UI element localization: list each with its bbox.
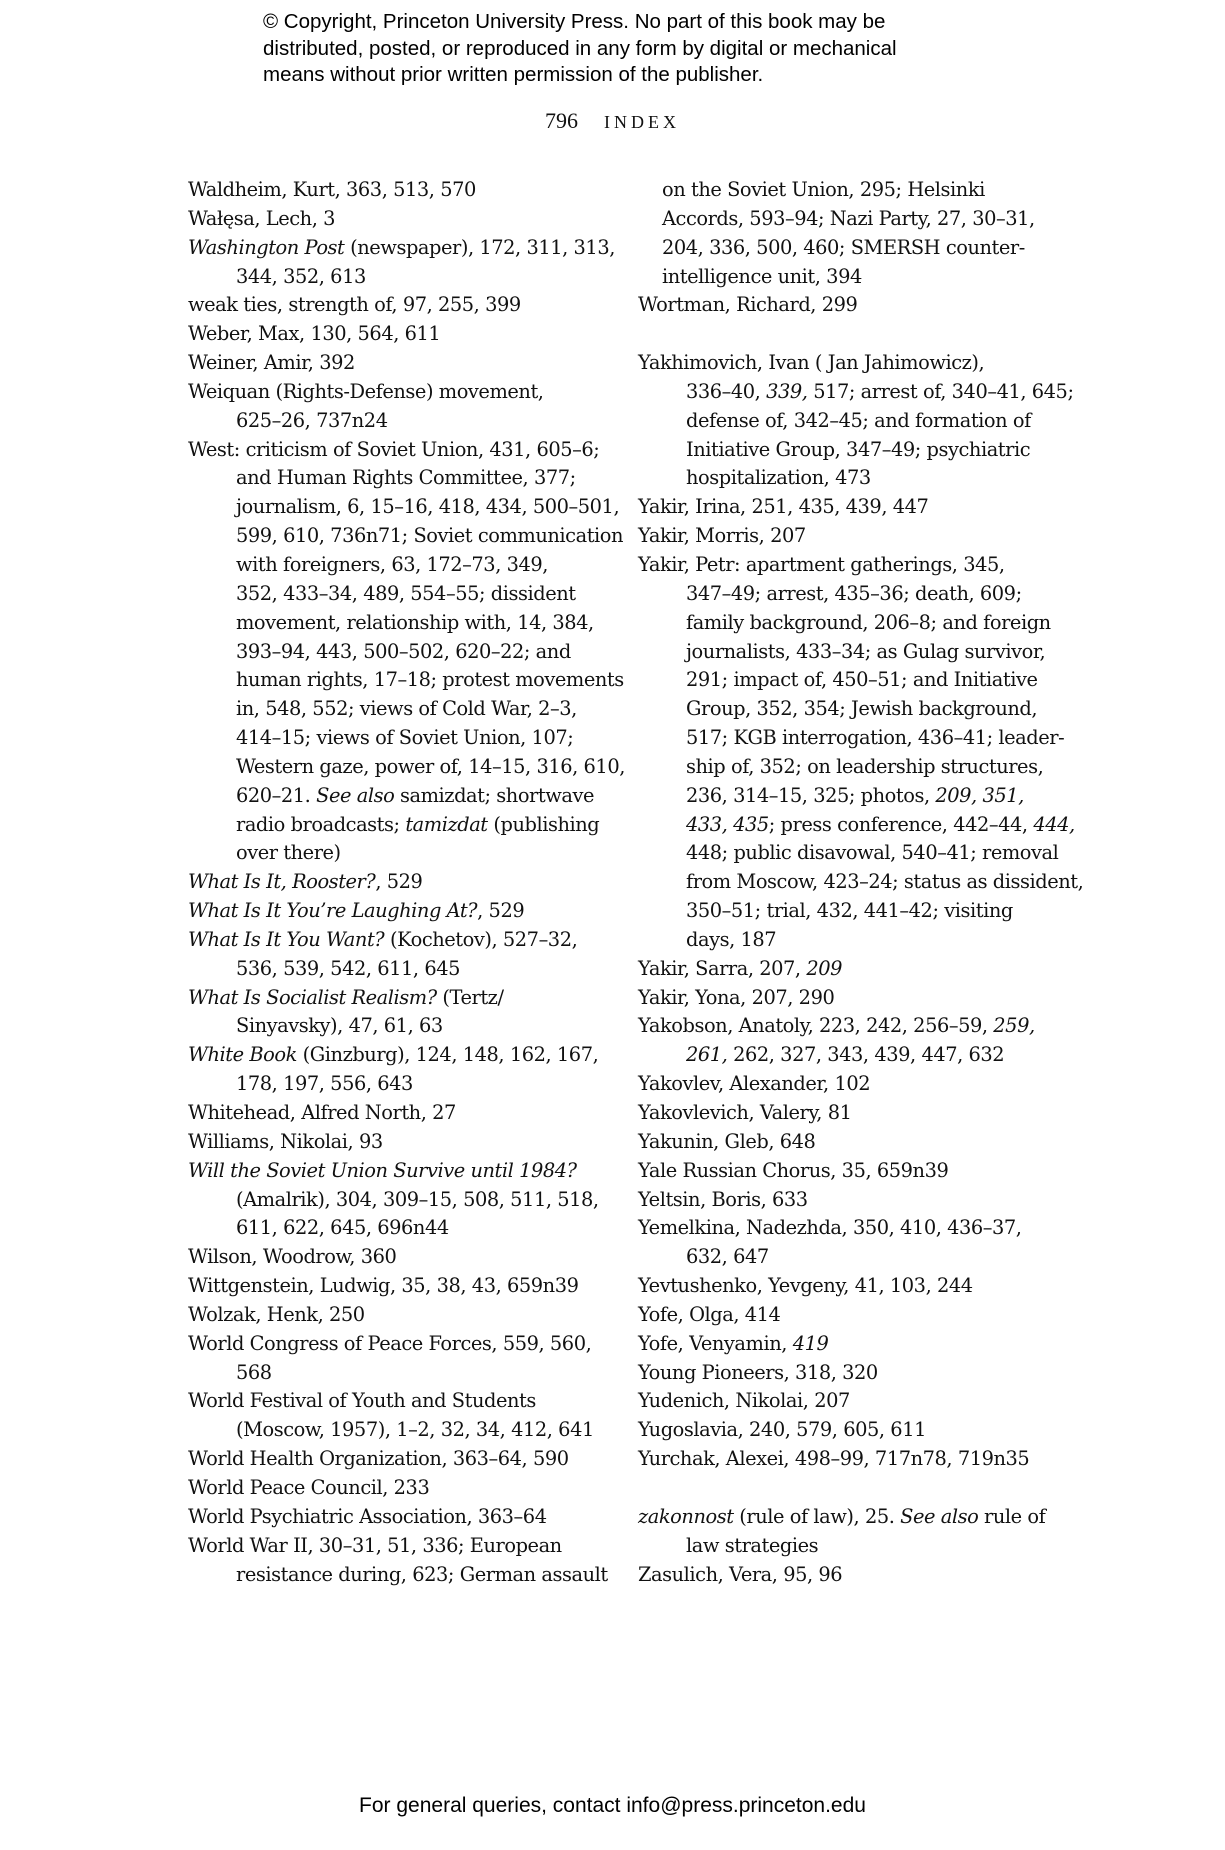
index-entry xyxy=(188,1387,608,1445)
index-entry xyxy=(188,984,608,1042)
index-entry-line: 620–21. See also samizdat; shortwave xyxy=(236,783,595,807)
index-entry xyxy=(188,868,608,897)
index-entry-line: Wolzak, Henk, 250 xyxy=(188,1302,365,1326)
index-entry-line: Accords, 593–94; Nazi Party, 27, 30–31, xyxy=(662,206,1035,230)
index-entry xyxy=(638,1503,1058,1561)
index-entry xyxy=(638,1099,1058,1128)
index-entry xyxy=(188,1330,608,1388)
index-entry xyxy=(188,1243,608,1272)
index-entry-line: 291; impact of, 450–51; and Initiative xyxy=(686,668,1038,692)
index-entry xyxy=(638,1359,1058,1388)
index-entry xyxy=(188,234,615,292)
index-entry-line: Yakovlevich, Valery, 81 xyxy=(638,1101,852,1124)
copyright-line: © Copyright, Princeton University Press. No part of this book may be xyxy=(263,10,886,33)
index-entry xyxy=(638,1301,1058,1330)
index-entry-line: Young Pioneers, 318, 320 xyxy=(638,1360,878,1384)
index-entry-line: Yakunin, Gleb, 648 xyxy=(638,1129,816,1153)
index-entry xyxy=(638,493,1058,522)
index-entry-line: days, 187 xyxy=(686,927,777,951)
index-entry-line: Yakir, Yona, 207, 290 xyxy=(638,985,835,1009)
index-entry xyxy=(638,1416,1058,1445)
index-entry xyxy=(638,1272,1058,1301)
index-entry-line: Yudenich, Nikolai, 207 xyxy=(638,1389,850,1413)
index-entry-line: Yevtushenko, Yevgeny, 41, 103, 244 xyxy=(638,1274,973,1298)
running-head xyxy=(0,108,1225,134)
index-entry-line: with foreigners, 63, 172–73, 349, xyxy=(236,552,548,576)
index-entry-line: White Book (Ginzburg), 124, 148, 162, 167, xyxy=(188,1043,599,1067)
index-column-left xyxy=(188,176,625,1589)
index-entry xyxy=(638,291,1058,320)
index-entry-line: Yakobson, Anatoly, 223, 242, 256–59, 259, xyxy=(638,1014,1035,1038)
index-entry-line: Wortman, Richard, 299 xyxy=(638,293,858,317)
index-entry-line: weak ties, strength of, 97, 255, 399 xyxy=(188,293,521,317)
index-entry-line: 336–40, 339, 517; arrest of, 340–41, 645; xyxy=(686,379,1074,403)
index-entry-line: 347–49; arrest, 435–36; death, 609; xyxy=(686,581,1022,605)
index-entry-line: World Festival of Youth and Students xyxy=(188,1389,536,1413)
index-entry xyxy=(638,551,1084,955)
index-entry xyxy=(638,1186,1058,1215)
index-entry-line: 611, 622, 645, 696n44 xyxy=(236,1216,449,1240)
index-entry xyxy=(188,1099,608,1128)
index-entry-line: Yakovlev, Alexander, 102 xyxy=(638,1072,871,1096)
index-entry-line: World Psychiatric Association, 363–64 xyxy=(188,1504,547,1528)
index-entry-line: 433, 435; press conference, 442–44, 444, xyxy=(686,812,1075,836)
index-entry xyxy=(188,1503,608,1532)
index-entry xyxy=(188,1157,608,1244)
index-entry-line: 536, 539, 542, 611, 645 xyxy=(236,956,461,980)
index-entry xyxy=(188,349,608,378)
index-entry-line: What Is It You’re Laughing At?, 529 xyxy=(188,899,525,923)
index-entry-line: World War II, 30–31, 51, 336; European xyxy=(188,1533,562,1557)
copyright-line: means without prior written permission of the publisher. xyxy=(263,63,764,86)
index-entry-line: 568 xyxy=(236,1360,272,1384)
index-entry-line: What Is It, Rooster?, 529 xyxy=(188,870,423,894)
footer-contact: For general queries, contact info@press.princeton.edu xyxy=(359,1794,866,1817)
index-entry xyxy=(638,1070,1058,1099)
index-entry-line: in, 548, 552; views of Cold War, 2–3, xyxy=(236,697,577,721)
index-entry-line: Wałęsa, Lech, 3 xyxy=(188,206,336,230)
index-entry-line: Wilson, Woodrow, 360 xyxy=(188,1245,397,1269)
index-entry-line: 517; KGB interrogation, 436–41; leader- xyxy=(686,726,1065,750)
index-entry xyxy=(638,1157,1058,1186)
index-entry xyxy=(188,1041,608,1099)
index-entry xyxy=(188,320,608,349)
index-entry-line: 352, 433–34, 489, 554–55; dissident xyxy=(236,581,576,605)
index-entry xyxy=(638,955,1058,984)
index-entry xyxy=(188,1474,608,1503)
index-entry xyxy=(638,1214,1058,1272)
index-entry xyxy=(638,1445,1058,1474)
index-entry-line: Weiner, Amir, 392 xyxy=(188,351,355,375)
index-entry-line: Weber, Max, 130, 564, 611 xyxy=(188,322,441,346)
index-entry-line: World Congress of Peace Forces, 559, 560, xyxy=(188,1331,592,1355)
index-entry-line: zakonnost (rule of law), 25. See also rule of xyxy=(638,1504,1046,1528)
index-entry-line: from Moscow, 423–24; status as dissident, xyxy=(686,870,1084,894)
index-entry-line: Yurchak, Alexei, 498–99, 717n78, 719n35 xyxy=(638,1447,1030,1471)
index-entry-line: 204, 336, 500, 460; SMERSH counter- xyxy=(662,235,1025,259)
index-entry-line: law strategies xyxy=(686,1533,819,1557)
index-entry-line: Initiative Group, 347–49; psychiatric xyxy=(686,437,1031,461)
index-entry-line: Yakir, Petr: apartment gatherings, 345, xyxy=(638,552,1005,576)
copyright-notice xyxy=(263,9,1023,89)
index-entry-line: journalists, 433–34; as Gulag survivor, xyxy=(686,639,1046,663)
index-entry xyxy=(188,926,608,984)
index-entry-line: Yale Russian Chorus, 35, 659n39 xyxy=(638,1158,949,1182)
index-entry-line: West: criticism of Soviet Union, 431, 605–6; xyxy=(188,437,600,461)
index-entry xyxy=(188,436,625,869)
index-entry-line: Group, 352, 354; Jewish background, xyxy=(686,697,1038,721)
index-entry-line: Williams, Nikolai, 93 xyxy=(188,1129,383,1153)
index-entry-line: What Is Socialist Realism? (Tertz/ xyxy=(188,985,504,1009)
index-entry-line: human rights, 17–18; protest movements xyxy=(236,668,624,692)
index-entry xyxy=(638,1012,1058,1070)
index-entry-line: defense of, 342–45; and formation of xyxy=(686,408,1031,432)
index-entry-line: 632, 647 xyxy=(686,1245,769,1269)
index-entry xyxy=(638,176,1058,291)
index-entry-line: Yakir, Irina, 251, 435, 439, 447 xyxy=(638,495,929,519)
index-entry-line: 261, 262, 327, 343, 439, 447, 632 xyxy=(686,1043,1005,1067)
index-entry-line: Yeltsin, Boris, 633 xyxy=(638,1187,808,1211)
index-entry-line: over there) xyxy=(236,841,341,865)
index-entry-line: Yakir, Sarra, 207, 209 xyxy=(638,956,843,980)
index-entry xyxy=(188,378,608,436)
page-number: 796 xyxy=(545,108,578,133)
index-entry xyxy=(188,176,608,205)
index-entry-line: journalism, 6, 15–16, 418, 434, 500–501, xyxy=(236,495,620,519)
index-entry xyxy=(638,1561,1058,1590)
copyright-line: distributed, posted, or reproduced in any form by digital or mechanical xyxy=(263,36,897,60)
index-entry-line: Yakir, Morris, 207 xyxy=(638,524,806,548)
index-entry-line: World Health Organization, 363–64, 590 xyxy=(188,1447,569,1471)
index-entry-line: Weiquan (Rights-Defense) movement, xyxy=(188,379,544,403)
index-entry xyxy=(188,291,608,320)
index-entry-line: Waldheim, Kurt, 363, 513, 570 xyxy=(188,178,476,201)
index-column-right xyxy=(638,176,1084,1589)
index-entry-line: movement, relationship with, 14, 384, xyxy=(236,610,594,634)
index-entry xyxy=(188,1128,608,1157)
index-entry-line: 393–94, 443, 500–502, 620–22; and xyxy=(236,639,571,663)
index-entry-line: 344, 352, 613 xyxy=(236,264,366,288)
index-entry-line: Yugoslavia, 240, 579, 605, 611 xyxy=(638,1418,926,1442)
index-entry xyxy=(188,1301,608,1330)
index-entry-line: ship of, 352; on leadership structures, xyxy=(686,754,1044,778)
index-entry-line: Sinyavsky), 47, 61, 63 xyxy=(236,1014,443,1038)
index-entry xyxy=(188,1532,608,1590)
index-entry-line: (Amalrik), 304, 309–15, 508, 511, 518, xyxy=(236,1187,599,1211)
index-entry-line: 350–51; trial, 432, 441–42; visiting xyxy=(686,899,1013,923)
index-entry-line: 236, 314–15, 325; photos, 209, 351, xyxy=(686,783,1024,807)
index-entry-line: What Is It You Want? (Kochetov), 527–32, xyxy=(188,927,578,951)
index-entry-line: Yemelkina, Nadezhda, 350, 410, 436–37, xyxy=(638,1216,1022,1240)
index-entry-line: radio broadcasts; tamizdat (publishing xyxy=(236,812,600,836)
index-entry-line: 414–15; views of Soviet Union, 107; xyxy=(236,726,574,750)
index-entry-line: intelligence unit, 394 xyxy=(662,264,862,288)
index-entry-line: Yofe, Olga, 414 xyxy=(638,1302,781,1326)
index-entry-line: Will the Soviet Union Survive until 1984? xyxy=(188,1158,577,1182)
index-entry xyxy=(638,522,1058,551)
index-entry-line: resistance during, 623; German assault xyxy=(236,1562,608,1586)
index-entry-line: World Peace Council, 233 xyxy=(188,1475,430,1499)
index-entry-line: 625–26, 737n24 xyxy=(236,408,388,432)
section-title: INDEX xyxy=(604,112,680,132)
index-entry-line: Washington Post (newspaper), 172, 311, 313, xyxy=(188,235,615,259)
index-entry-line: and Human Rights Committee, 377; xyxy=(236,466,576,490)
index-entry-line: 178, 197, 556, 643 xyxy=(236,1072,413,1096)
index-entry xyxy=(638,349,1074,493)
index-entry-line: hospitalization, 473 xyxy=(686,466,871,490)
index-entry-line: 448; public disavowal, 540–41; removal xyxy=(686,841,1059,865)
index-entry-line: Whitehead, Alfred North, 27 xyxy=(188,1101,456,1124)
index-entry xyxy=(638,1128,1058,1157)
index-entry xyxy=(188,205,608,234)
index-entry-line: (Moscow, 1957), 1–2, 32, 34, 412, 641 xyxy=(236,1418,594,1442)
index-entry xyxy=(638,1330,1058,1359)
index-entry-line: 599, 610, 736n71; Soviet communication xyxy=(236,524,624,548)
index-entry xyxy=(188,1272,608,1301)
index-entry-line: Yakhimovich, Ivan ( Jan Jahimowicz), xyxy=(638,351,985,375)
index-entry-line: on the Soviet Union, 295; Helsinki xyxy=(662,178,985,201)
index-entry-line: Wittgenstein, Ludwig, 35, 38, 43, 659n39 xyxy=(188,1274,579,1298)
letter-group-gap xyxy=(638,320,1058,349)
index-entry xyxy=(638,984,1058,1013)
index-entry xyxy=(638,1387,1058,1416)
index-entry-line: Yofe, Venyamin, 419 xyxy=(638,1331,829,1355)
index-entry-line: Western gaze, power of, 14–15, 316, 610, xyxy=(236,754,625,778)
letter-group-gap xyxy=(638,1474,1058,1503)
index-entry xyxy=(188,897,608,926)
index-entry-line: Zasulich, Vera, 95, 96 xyxy=(638,1562,843,1586)
index-entry-line: family background, 206–8; and foreign xyxy=(686,610,1051,634)
index-entry xyxy=(188,1445,608,1474)
